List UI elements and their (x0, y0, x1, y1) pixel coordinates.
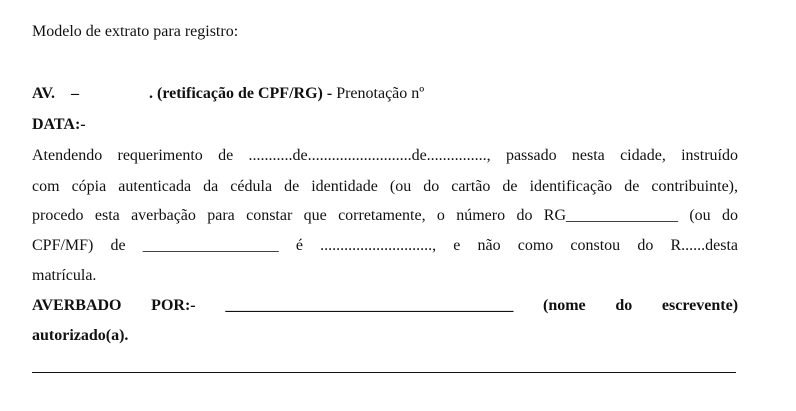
signature-rule (32, 372, 736, 373)
averbado-line (32, 296, 738, 316)
prenotacao-label: Prenotação nº (336, 85, 425, 102)
retificacao-title: . (retificação de CPF/RG) - (148, 85, 333, 102)
body-line-2: com cópia autenticada da cédula de identidade (ou do cartão de identificação de contribuinte), (32, 178, 738, 195)
header-line (32, 84, 424, 104)
body-line-1: Atendendo requerimento de ...........de..........................de..............., passado nesta cidade, instruído (32, 147, 738, 164)
body-line-4: CPF/MF) de _________________ é ............................, e não como constou do R......desta (32, 237, 738, 254)
data-label: DATA:- (32, 116, 86, 133)
autorizado-text: autorizado(a). (32, 327, 129, 344)
averbado-label: AVERBADO POR:- (32, 297, 196, 314)
av-dash: – (70, 85, 79, 102)
body-line-5: matrícula. (32, 267, 97, 284)
escrevente-note: (nome do escrevente) (543, 297, 739, 314)
av-label: AV. (32, 85, 55, 102)
intro-text: Modelo de extrato para registro: (32, 23, 239, 40)
body-line-3: procedo esta averbação para constar que corretamente, o número do RG______________ (ou do (32, 207, 738, 224)
escrevente-blank: ____________________________________ (225, 297, 514, 314)
